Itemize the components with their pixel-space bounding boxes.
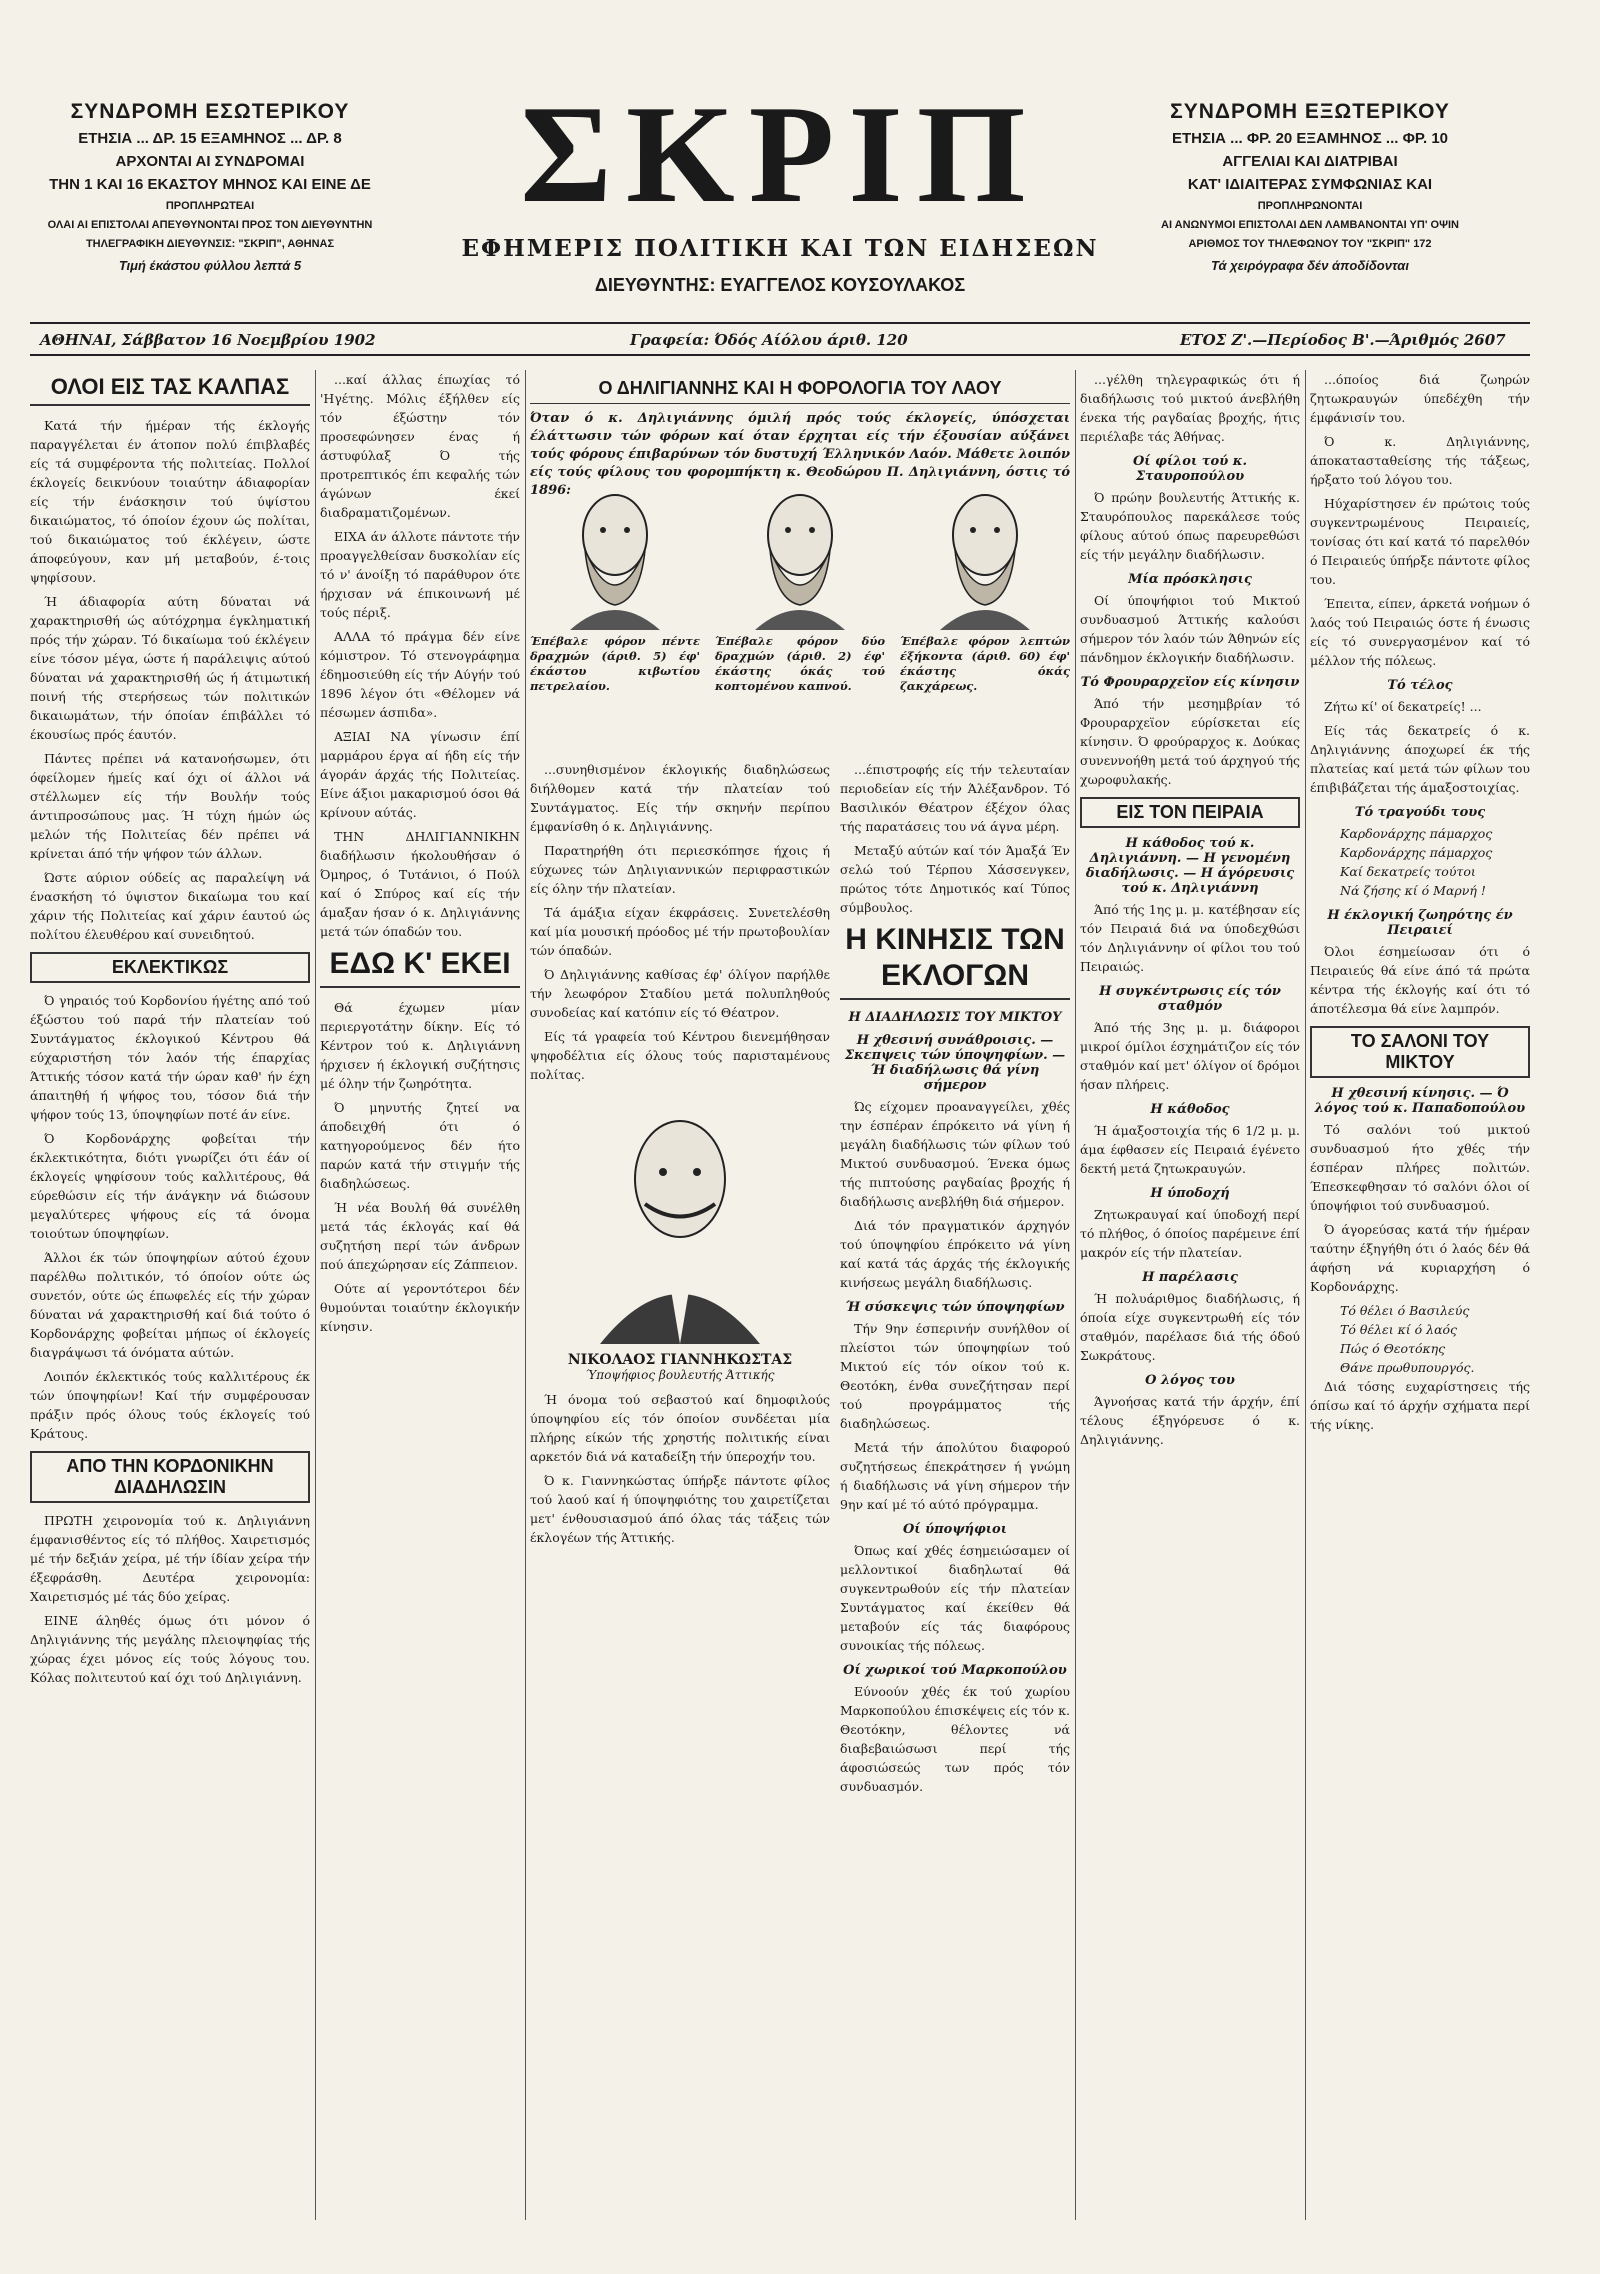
article-subheading: Η κάθοδος τού κ. Δηλιγιάννη. — Η γενομένη διαδήλωσις. — Η άγόρευσις τού κ. Δηλιγιάννη bbox=[1085, 836, 1295, 896]
portrait-caption: Έπέβαλε φόρον λεπτών έξήκοντα (άριθ. 60) έφ' έκάστης όκάς ζακχάρεως. bbox=[900, 634, 1070, 693]
article-subheading: Η συγκέντρωσις είς τόν σταθμόν bbox=[1099, 984, 1281, 1014]
subscription-foreign-prices: ΕΤΗΣΙΑ ... ΦΡ. 20 ΕΞΑΜΗΝΟΣ ... ΦΡ. 10 bbox=[1172, 130, 1448, 147]
column-2 bbox=[320, 370, 520, 2230]
telephone-line: ΑΡΙΘΜΟΣ ΤΟΥ ΤΗΛΕΦΩΝΟΥ ΤΟΥ "ΣΚΡΙΠ" 172 bbox=[1188, 238, 1432, 250]
candidate-illustration bbox=[580, 1094, 780, 1344]
article-paragraph: ΠΡΩΤΗ χειρονομία τού κ. Δηλιγιάννη έμφανισθέντος είς τό πλήθος. Χαιρετισμός μέ τήν δεξιάν χείρα, μέ τήν ίδίαν χείρα τήν έξεφράσθη. Δευτέρα χειρονομία: Χαιρετισμός μέ τάς δύο χείρας. bbox=[30, 1513, 310, 1604]
masthead bbox=[30, 60, 1530, 349]
candidate-role: Ύποψήφιος βουλευτής Άττικής bbox=[585, 1368, 775, 1382]
column-rule bbox=[525, 370, 526, 2220]
subscription-foreign-box bbox=[1140, 100, 1480, 273]
column-6 bbox=[1310, 370, 1530, 2230]
article-paragraph: Ό άγορεύσας κατά τήν ήμέραν ταύτην έξηγήθη ότι ό λαός δέν θά άφήση νά κυριαρχήση ό Κορδονάρχης. bbox=[1310, 1222, 1530, 1294]
article-paragraph: Ό Κορδονάρχης φοβείται τήν έκλεκτικότητα, διότι γνωρίζει ότι έάν οί έκλογείς ψηφίσουν τούς καλλιτέρους, θά εύρεθώσιν είς τήν άνάγκην νά διώσουν μεγαλύτερες ψήφους είς τά όνομα τοιούτων ύποψηφίων. bbox=[30, 1131, 310, 1241]
article-paragraph: Παρατηρήθη ότι περιεσκόπησε ήχοις ή εύχωνες τών Δηλιγιαννικών περιφραστικών είς όλην τήν πλατείαν. bbox=[530, 843, 830, 896]
column-rule bbox=[1075, 370, 1076, 2220]
article-paragraph: Πάντες πρέπει νά κατανοήσωμεν, ότι όφείλομεν ήμείς καί όχι οί άλλοι νά στέλλωμεν είς τήν Βουλήν τούς άντιπροσώπους μας. Ή τύχη ήμών ώς μελών τής Πολιτείας δέν πρέπει νά κρίνεται άπό τήν ψήφον τών άλλων. bbox=[30, 751, 310, 861]
issue-date: ΑΘΗΝΑΙ, Σάββατον 16 Νοεμβρίου 1902 bbox=[40, 331, 376, 349]
article-subheading: Τό τραγούδι τους bbox=[1354, 805, 1486, 820]
article-subheading: Μία πρόσκλησις bbox=[1128, 572, 1252, 587]
article-paragraph: Ώς είχομεν προαναγγείλει, χθές την έσπέραν έπρόκειτο νά γίνη ή μεγάλη διαδήλωσις τών φίλων τού Μικτού συνδυασμού. Ένεκα όμως τής πιπτούσης ραγδαίας βροχής ή διαδήλωσις ανεβλήθη διά σήμερον. bbox=[840, 1099, 1070, 1209]
price-per-issue: Τιμή έκάστου φύλλου λεπτά 5 bbox=[118, 258, 302, 273]
article-subheading: Οί ύποψήφιοι bbox=[902, 1522, 1008, 1537]
article-paragraph: Άλλοι έκ τών ύποψηφίων αύτού έχουν παρέλθω πολιτικόν, τό όποίον ούτε ώς συνετόν, ούτε ώς έπωφελές είς τήν χώραν δύναται νά χαρακτηρισθή καί διά τούτο ό Κορδονάρχης φοβείται μήπως οί έκλογείς διαγράψωσι τά όνόματα αύτών. bbox=[30, 1250, 310, 1360]
article-subheading: Η χθεσινή συνάθροισις. — Σκεπψεις τών ύποψηφίων. — Ή διαδήλωσις θά γίνη σήμερον bbox=[844, 1033, 1066, 1093]
article-subheading: Η έκλογική ζωηρότης έν Πειραιεί bbox=[1327, 908, 1513, 938]
article-paragraph: Ό γηραιός τού Κορδονίου ήγέτης από τού έξώστου τού παρά τήν πλατείαν τού Συντάγματος έκλογικού Κέντρου θά εύχαριστήση τόν λαόν τής έπαρχίας Άττικής τόσον κατά τήν ώραν καθ' ήν έχη άπαιτηθή ή ψήφος του, τόσον διά τήν ψήφον τούς 13, ύποψηφίων ποτέ άν είνε. bbox=[30, 993, 310, 1122]
portrait-figure bbox=[900, 480, 1070, 740]
column-1 bbox=[30, 370, 310, 2230]
article-paragraph: ΕΙΧΑ άν άλλοτε πάντοτε τήν προαγγελθείσαν δυσκολίαν είς τό ν' άνοίξη τό παράθυρον ότε ήρχισαν νά έπικοινωνή μέ τούς πέριξ. bbox=[320, 529, 520, 620]
song-lyrics bbox=[1310, 824, 1530, 900]
newspaper-page bbox=[30, 60, 1530, 2240]
song-line: Νά ζήσης κί ό Μαρνή ! bbox=[1340, 883, 1486, 898]
article-subheading: Οί χωρικοί τού Μαρκοπούλου bbox=[843, 1663, 1067, 1678]
article-paragraph: Ζήτω κί' οί δεκατρείς! ... bbox=[1324, 699, 1482, 714]
section-box-heading: ΕΙΣ ΤΟΝ ΠΕΙΡΑΙΑ bbox=[1080, 797, 1300, 828]
song-line: Καρδονάρχης πάμαρχος bbox=[1340, 826, 1493, 841]
article-paragraph: ΤΗΝ ΔΗΛΙΓΙΑΝΝΙΚΗΝ διαδήλωσιν ήκολουθήσαν ό Όμηρος, ό Τυτάνιοι, ό Πούλ καί ό Σπύρος καί είς τήν άμαξαν ήσαν ό κ. Δηλιγιάννης μετά τών όπαδών του. bbox=[320, 829, 520, 939]
article-headline: ΕΔΩ Κ' ΕΚΕΙ bbox=[320, 946, 520, 988]
portrait-illustration bbox=[900, 480, 1070, 630]
article-headline: Η ΚΙΝΗΣΙΣ ΤΩΝ ΕΚΛΟΓΩΝ bbox=[840, 922, 1070, 1000]
candidate-name: ΝΙΚΟΛΑΟΣ ΓΙΑΝΝΗΚΩΣΤΑΣ bbox=[567, 1352, 793, 1368]
anonymous-letters-line: ΑΙ ΑΝΩΝΥΜΟΙ ΕΠΙΣΤΟΛΑΙ ΔΕΝ ΛΑΜΒΑΝΟΝΤΑΙ ΥΠ' ΟΨΙΝ bbox=[1161, 219, 1459, 231]
article-paragraph: Άπό τής 3ης μ. μ. διάφοροι μικροί όμίλοι έσχημάτιζον είς τόν σταθμόν καί μετ' όλίγον οί δρόμοι ήσαν πλήρεις. bbox=[1080, 1020, 1300, 1092]
telegraph-address: ΤΗΛΕΓΡΑΦΙΚΗ ΔΙΕΥΘΥΝΣΙΣ: "ΣΚΡΙΠ", ΑΘΗΝΑΣ bbox=[85, 238, 335, 250]
article-paragraph: Όλοι έσημείωσαν ότι ό Πειραιεύς θά είνε άπό τά πρώτα κέντρα τής έκλογής καί ότι τό άποτέλεσμα θά είνε λαμπρόν. bbox=[1310, 944, 1530, 1016]
article-paragraph: Διά τόσης ευχαρίστησεις τής όπίσω καί τό άρχήν σχήματα περί τής νίκης. bbox=[1310, 1379, 1530, 1432]
column-rule bbox=[1305, 370, 1306, 2220]
article-paragraph: Ό Δηλιγιάννης καθίσας έφ' όλίγον παρήλθε τήν λεωφόρον Σταδίου μετά πολυπληθούς συνοδείας καί κατόπιν είς τό Θέατρον. bbox=[530, 967, 830, 1020]
song-line: Πώς ό Θεοτόκης bbox=[1340, 1341, 1446, 1356]
article-paragraph: Άπό τής 1ης μ. μ. κατέβησαν είς τόν Πειραιά διά να ύποδεχθώσι τόν Δηλιγιάννην οί φίλοι του τού Πειραιώς. bbox=[1080, 902, 1300, 974]
article-paragraph: Ώστε αύριον ούδείς ας παραλείψη νά ένασκήση τό ύψιστον δικαίωμα του καί χάριν τής Πολιτείας καί χάριν έαυτού ώς πολίτου έλευθέρου καί συνειδητού. bbox=[30, 870, 310, 942]
portrait-illustration bbox=[715, 480, 885, 630]
article-paragraph: Είς τά γραφεία τού Κέντρου διενεμήθησαν ψηφοδέλτια είς όλους τούς παρισταμένους πολίτας. bbox=[530, 1029, 830, 1082]
article-paragraph: Ό μηνυτής ζητεί να άποδειχθή ότι ό κατηγορούμενος δέν ήτο παρών κατά τήν στιγμήν τής διαδηλώσεως. bbox=[320, 1100, 520, 1191]
song-line: Θάνε πρωθυπουργός. bbox=[1340, 1360, 1475, 1375]
article-intro: Όταν ό κ. Δηλιγιάννης όμιλή πρός τούς έκλογείς, ύπόσχεται έλάττωσιν τών φόρων καί όταν έρχηται είς τήν έξουσίαν αύξάνει τούς φόρους έπιβαρύνων τόν δυστυχή Έλληνικόν Λαόν. Μάθετε λοιπόν είς τούς φίλους του φορομπήκτη κ. Θεοδώρου Π. Δηλιγιάννη, όστις τό 1896: bbox=[530, 411, 1070, 498]
prepaid-line-right: ΠΡΟΠΛΗΡΩΝΟΝΤΑΙ bbox=[1257, 200, 1363, 212]
article-paragraph: Ή άδιαφορία αύτη δύναται νά χαρακτηρισθή ώς αύτόχρημα έγκληματική πρός τήν χώραν. Τό δικαίωμα τού έκλέγειν είνε τόσον μέγα, ώστε ή παράλειψις αύτού δύναται νά χαρακτηρισθή ώς ή άτιμωτική ποινή τής στερήσεως τών πολιτικών δικαιωμάτων, τήν όποίαν έπιβάλλει τό έκουσίως πρός έαυτόν. bbox=[30, 594, 310, 742]
article-subheading: Ο λόγος του bbox=[1145, 1373, 1235, 1388]
article-paragraph: Ούτε αί γεροντότεροι δέν θυμούνται τοιαύτην έκλογικήν κίνησιν. bbox=[320, 1281, 520, 1334]
article-subheading: Η ύποδοχή bbox=[1150, 1186, 1230, 1201]
article-headline: Ο ΔΗΛΙΓΙΑΝΝΗΣ ΚΑΙ Η ΦΟΡΟΛΟΓΙΑ ΤΟΥ ΛΑΟΥ bbox=[530, 378, 1070, 404]
article-headline: ΟΛΟΙ ΕΙΣ ΤΑΣ ΚΑΛΠΑΣ bbox=[30, 374, 310, 406]
ads-line: ΑΓΓΕΛΙΑΙ ΚΑΙ ΔΙΑΤΡΙΒΑΙ bbox=[1222, 153, 1398, 170]
article-paragraph: Άγνοήσας κατά τήν άρχήν, έπί τέλους έξηγόρευσε ό κ. Δηλιγιάννης. bbox=[1080, 1394, 1300, 1447]
article-paragraph: ΑΛΛΑ τό πράγμα δέν είνε κόμιστρον. Τό στενογράφημα έδημοσιεύθη είς τήν Αύγήν τού 1896 λέγον ότι «Θέλομεν νά πέσωμεν άσπιδα». bbox=[320, 629, 520, 720]
section-box-heading: ΤΟ ΣΑΛΟΝΙ ΤΟΥ ΜΙΚΤΟΥ bbox=[1310, 1026, 1530, 1078]
article-paragraph: Ή άμαξοστοιχία τής 6 1/2 μ. μ. άμα έφθασεν είς Πειραιά έγένετο δεκτή μετά ζητωκραυγών. bbox=[1080, 1123, 1300, 1176]
article-subheading: Ή σύσκεψις τών ύποψηφίων bbox=[845, 1300, 1065, 1315]
subscription-domestic-heading: ΣΥΝΔΡΟΜΗ ΕΣΩΤΕΡΙΚΟΥ bbox=[70, 100, 350, 123]
newspaper-logo: ΣΚΡΙΠ bbox=[520, 77, 1040, 232]
article-paragraph: Είς τάς δεκατρείς ό κ. Δηλιγιάννης άποχωρεί έκ τής πλατείας καί μετά τών φίλων του έπιβιβάζεται τής άμαξοστοιχίας. bbox=[1310, 723, 1530, 795]
dateline-bar bbox=[30, 322, 1530, 356]
article-paragraph: Ή όνομα τού σεβαστού καί δημοφιλούς ύποψηφίου είς τόν όποίον συνδέεται μία πλήρης είκών τής χρηστής πολιτικής είναι αρκετόν διά νά καταδείξη τήν ύπεροχήν του. bbox=[530, 1392, 830, 1464]
newspaper-subtitle: ΕΦΗΜΕΡΙΣ ΠΟΛΙΤΙΚΗ ΚΑΙ ΤΩΝ ΕΙΔΗΣΕΩΝ bbox=[461, 235, 1099, 262]
song-line: Καί δεκατρείς τούτοι bbox=[1340, 864, 1476, 879]
article-paragraph: Λοιπόν έκλεκτικός τούς καλλιτέρους έκ τών ύποψηφίων! Καί τήν συμφέρουσαν πράξιν πρός όλους τούς έκλογείς τού Κράτους. bbox=[30, 1369, 310, 1441]
article-subheading: Η παρέλασις bbox=[1142, 1270, 1238, 1285]
article-paragraph: Ή νέα Βουλή θά συνέλθη μετά τάς έκλογάς καί θά συζητήση περί τών άνδρων πού άπεχώρησαν είς Ζάππειον. bbox=[320, 1200, 520, 1272]
article-paragraph: Ό πρώην βουλευτής Άττικής κ. Σταυρόπουλος παρεκάλεσε τούς φίλους αύτού όπως παρευρεθώσι είς τήν μεγάλην διαδήλωσιν. bbox=[1080, 490, 1300, 562]
portrait-illustration bbox=[530, 480, 700, 630]
article-paragraph: Κατά τήν ήμέραν τής έκλογής παραγγέλεται έν άτοπον πολύ έπιβλαβές είς τά συμφέροντα τής πολιτείας. Πολλοί έκλογείς δεικνύουν τοιαύτην άδιαφορίαν είς τήν ένάσκησιν τού ύψίστου δικαιώματος, τό όποίον έχουν ώς πολίται, τού δικαιώματος τού έκλέγειν, ώστε άποφεύγουν, καν μή μεταβούν, έ-τοις ψηφίσουν. bbox=[30, 418, 310, 585]
column-4 bbox=[840, 760, 1070, 2230]
article-paragraph: ΑΞΙΑΙ ΝΑ γίνωσιν έπί μαρμάρου έργα αί ήδη είς τήν άγοράν άρχάς τής Πολιτείας. Είνε άξιοι μακαρισμού όσοι θά κρίνουν αύτάς. bbox=[320, 729, 520, 820]
article-paragraph: Μεταξύ αύτών καί τόν Άμαξά Έν σελώ τού Τέρπου Χάσσενγκεν, πρώτος τότε Δημοτικός καί Τύπος σύμβουλος. bbox=[840, 843, 1070, 915]
article-paragraph: Ή πολυάριθμος διαδήλωσις, ή όποία είχε συγκεντρωθή είς τόν σταθμόν, παρέλασε διά τής όδού Σωκράτους. bbox=[1080, 1291, 1300, 1363]
portrait-figure bbox=[715, 480, 885, 740]
song-lyrics bbox=[1310, 1301, 1530, 1377]
prepaid-line: ΠΡΟΠΛΗΡΩΤΕΑΙ bbox=[165, 200, 255, 212]
article-paragraph: Ό κ. Γιαννηκώστας ύπήρξε πάντοτε φίλος τού λαού καί ή ύποψηφιότης του χαιρετίζεται μετ' ένθουσιασμού άπό όλας τάς τάξεις τών έκλογέων τής Άττικής. bbox=[530, 1473, 830, 1545]
issue-number: ΕΤΟΣ Ζ'.—Περίοδος Β'.—Άριθμός 2607 bbox=[1180, 331, 1506, 349]
article-paragraph: Εύνοούν χθές έκ τού χωρίου Μαρκοπούλου έπισκέψεις είς τόν κ. Θεοτόκην, θέλοντες νά διαβεβαιώσωσι περί τής άφοσιώσεώς των πρός τόν συνδυασμόν. bbox=[840, 1684, 1070, 1794]
candidate-portrait bbox=[580, 1094, 780, 1348]
song-line: Τό θέλει κί ό λαός bbox=[1340, 1322, 1458, 1337]
article-subheading: Η ΔΙΑΔΗΛΩΣΙΣ ΤΟΥ ΜΙΚΤΟΥ bbox=[848, 1010, 1062, 1025]
article-paragraph: ...έπιστροφής είς τήν τελευταίαν περιοδείαν είς τήν Άλέξανδρον. Τό Βασιλικόν Θέατρον έξέχον όλας τής παρατάσεις του νά άγνα μέρη. bbox=[840, 762, 1070, 834]
article-paragraph: ...γέλθη τηλεγραφικώς ότι ή διαδήλωσις τού μικτού άνεβλήθη ένεκα τής ραγδαίας βροχής, ήτις περιέλαβε τάς Άθήνας. bbox=[1080, 372, 1300, 444]
article-paragraph: Τήν 9ην έσπερινήν συνήλθον οί πλείστοι τών ύποψηφίων τού Μικτού είς τόν οίκον τού κ. Θεοτόκη, ένθα συνεζήτησαν περί τού προγράμματος τής διαδηλώσεως. bbox=[840, 1321, 1070, 1431]
portrait-caption: Έπέβαλε φόρον δύο δραχμών (άριθ. 2) έφ' έκάστης όκάς τού κοπτομένου καπνού. bbox=[715, 634, 885, 693]
article-paragraph: ...συνηθισμένον έκλογικής διαδηλώσεως διήλθομεν κατά τήν πλατείαν τού Συντάγματος. Είς τήν σκηνήν περίπου έμφανίσθη ό κ. Δηλιγιάννης. bbox=[530, 762, 830, 834]
article-subheading: Τό Φρουραρχεϊον είς κίνησιν bbox=[1080, 675, 1300, 690]
section-box-heading: ΕΚΛΕΚΤΙΚΩΣ bbox=[30, 952, 310, 983]
article-subheading: Οί φίλοι τού κ. Σταυροπούλου bbox=[1132, 454, 1248, 484]
song-line: Τό θέλει ό Βασιλεύς bbox=[1340, 1303, 1470, 1318]
portrait-row bbox=[530, 480, 1070, 740]
office-address: Γραφεία: Όδός Αίόλου άριθ. 120 bbox=[630, 331, 908, 349]
section-box-heading: ΑΠΟ ΤΗΝ ΚΟΡΔΟΝΙΚΗΝ ΔΙΑΔΗΛΩΣΙΝ bbox=[30, 1451, 310, 1503]
column-3 bbox=[530, 760, 830, 2230]
portrait-caption: Έπέβαλε φόρον πέντε δραχμών (άριθ. 5) έφ' έκάστου κιβωτίου πετρελαίου. bbox=[530, 634, 700, 693]
article-paragraph: Ζητωκραυγαί καί ύποδοχή περί τό πλήθος, ό όποίος παρέμεινε έπί μακρόν είς τήν πλατείαν. bbox=[1080, 1207, 1300, 1260]
subscription-domestic-box bbox=[40, 100, 380, 273]
article-paragraph: Οί ύποψήφιοι τού Μικτού συνδυασμού Άττικής καλούσι σήμερον τόν λαόν τών Άθηνών είς πάνδημον έκλογικήν διαδήλωσιν. bbox=[1080, 593, 1300, 665]
article-paragraph: Μετά τήν άπολύτου διαφορού συζητήσεως έπεκράτησεν ή γνώμη ή διαδήλωσις νά γίνη σήμερον τήν 9ην καί μέ τό αύτό πρόγραμμα. bbox=[840, 1440, 1070, 1512]
article-paragraph: Διά τόν πραγματικόν άρχηγόν τού ύποψηφίου έπρόκειτο νά γίνη καί κατά τάς άρχάς τής έκλογικής κινήσεως μεγάλη διαδήλωσις. bbox=[840, 1218, 1070, 1290]
article-paragraph: ...καί άλλας έπωχίας τό 'Ηγέτης. Μόλις έξήλθεν είς τόν έξώστην τόν προσεφώνησεν ένας ή άστυφύλαξ Ό τής προτρεπτικός έπι κεφαλής τών άγώνων έκεί διαδραματιζομένων. bbox=[320, 372, 520, 520]
article-paragraph: Όπως καί χθές έσημειώσαμεν οί μελλοντικοί διαδηλωταί θά συγκεντρωθούν είς τήν πλατείαν Συντάγματος καί έκείθεν θά μεταβούν είς τάς διαφόρους συνοικίας τής πόλεως. bbox=[840, 1543, 1070, 1653]
article-paragraph: Έπειτα, είπεν, άρκετά νοήμων ό λαός τού Πειραιώς όστε ή ένωσις είς τό συνεργασμένον καί τό μέλλον τής πόλεως. bbox=[1310, 596, 1530, 668]
article-paragraph: Θά έχωμεν μίαν περιεργοτάτην δίκην. Είς τό Κέντρον τού κ. Δηλιγιάννη ήρχισεν ή έκλογική συζήτησις μέ όλην τήν ζωηρότητα. bbox=[320, 1000, 520, 1091]
agreement-line: ΚΑΤ' ΙΔΙΑΙΤΕΡΑΣ ΣΥΜΦΩΝΙΑΣ ΚΑΙ bbox=[1187, 176, 1433, 193]
editor-line: ΔΙΕΥΘΥΝΤΗΣ: ΕΥΑΓΓΕΛΟΣ ΚΟΥΣΟΥΛΑΚΟΣ bbox=[594, 275, 966, 295]
article-paragraph: Τά άμάξια είχαν έκφράσεις. Συνετελέσθη καί μία μουσική πρόοδος μέ τήν πρωτοβουλίαν τών όπαδών. bbox=[530, 905, 830, 958]
column-rule bbox=[315, 370, 316, 2220]
article-paragraph: ...όποίος διά ζωηρών ζητωκραυγών ύπεδέχθη τήν έμφάνισίν του. bbox=[1310, 372, 1530, 425]
letters-line: ΟΛΑΙ ΑΙ ΕΠΙΣΤΟΛΑΙ ΑΠΕΥΘΥΝΟΝΤΑΙ ΠΡΟΣ ΤΟΝ ΔΙΕΥΘΥΝΤΗΝ bbox=[47, 219, 373, 231]
article-paragraph: Άπό τήν μεσημβρίαν τό Φρουραρχεϊον εύρίσκεται είς κίνησιν. Ό φρούραρχος κ. Δούκας συνεννοήθη μετά τού άρχηγού τής χωροφυλακής. bbox=[1080, 696, 1300, 787]
subscription-start-line: ΑΡΧΟΝΤΑΙ ΑΙ ΣΥΝΔΡΟΜΑΙ bbox=[115, 153, 305, 170]
article-subheading: Τό τέλος bbox=[1387, 678, 1453, 693]
manuscripts-line: Τά χειρόγραφα δέν άποδίδονται bbox=[1211, 258, 1409, 273]
article-paragraph: Ό κ. Δηλιγιάννης, άποκατασταθείσης τής τάξεως, ήρξατο τού λόγου του. bbox=[1310, 434, 1530, 487]
article-paragraph: Τό σαλόνι τού μικτού συνδυασμού ήτο χθές τήν έσπέραν πλήρες πολιτών. Έπεσκεφθησαν τό σαλόνι όλοι οί ύποψήφιοι τού συνδυασμού. bbox=[1310, 1122, 1530, 1213]
portrait-figure bbox=[530, 480, 700, 740]
column-5 bbox=[1080, 370, 1300, 2230]
subscription-dates-line: ΤΗΝ 1 ΚΑΙ 16 ΕΚΑΣΤΟΥ ΜΗΝΟΣ ΚΑΙ ΕΙΝΕ ΔΕ bbox=[49, 176, 371, 193]
song-line: Καρδονάρχης πάμαρχος bbox=[1340, 845, 1493, 860]
article-paragraph: Ηύχαρίστησεν έν πρώτοις τούς συγκεντρωμένους Πειραιείς, τονίσας ότι καί κατά τό παρελθόν ό Πειραιεύς ύπήρξε πάντοτε φίλος του. bbox=[1310, 496, 1530, 587]
subscription-domestic-prices: ΕΤΗΣΙΑ ... ΔΡ. 15 ΕΞΑΜΗΝΟΣ ... ΔΡ. 8 bbox=[78, 130, 342, 147]
article-subheading: Η κάθοδος bbox=[1150, 1102, 1230, 1117]
article-subheading: Η χθεσινή κίνησις. — Ό λόγος τού κ. Παπαδοπούλου bbox=[1314, 1086, 1526, 1116]
subscription-foreign-heading: ΣΥΝΔΡΟΜΗ ΕΞΩΤΕΡΙΚΟΥ bbox=[1170, 100, 1450, 123]
article-paragraph: ΕΙΝΕ άληθές όμως ότι μόνον ό Δηλιγιάννης τής μεγάλης πλειοψηφίας τής χώρας έχει μόνος είς τούς λόγους του. Κόλας πολιτευτού καί όχι τού Δηλιγιάννη. bbox=[30, 1613, 310, 1685]
